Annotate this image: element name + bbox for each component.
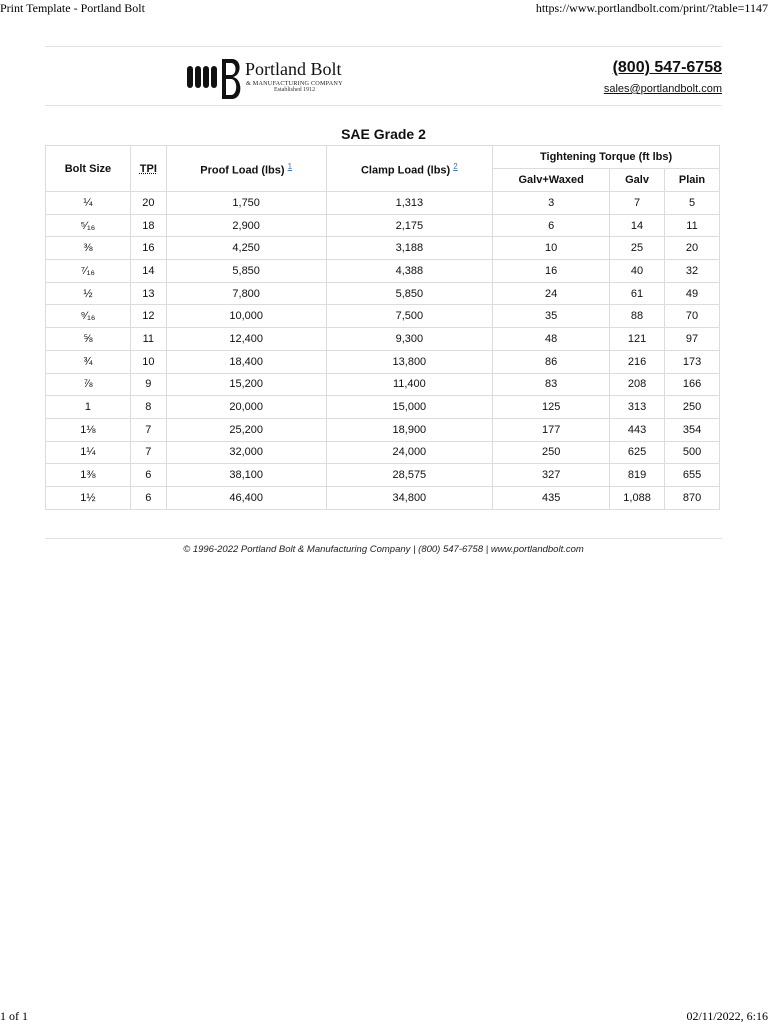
cell-plain: 354 bbox=[665, 418, 720, 441]
cell-bolt-size: ¾ bbox=[46, 350, 131, 373]
header-galv: Galv bbox=[610, 169, 665, 192]
cell-plain: 97 bbox=[665, 328, 720, 351]
cell-galv-waxed: 125 bbox=[493, 396, 610, 419]
proof-load-label: Proof Load (lbs) bbox=[200, 164, 285, 177]
cell-galv-waxed: 83 bbox=[493, 373, 610, 396]
header-divider-bottom bbox=[45, 105, 722, 106]
cell-plain: 870 bbox=[665, 486, 720, 509]
table-row bbox=[46, 418, 720, 441]
copyright-notice: © 1996-2022 Portland Bolt & Manufacturing Company | (800) 547-6758 | www.portlandbolt.com bbox=[183, 544, 584, 555]
cell-tpi: 11 bbox=[130, 328, 166, 351]
header-plain: Plain bbox=[665, 169, 720, 192]
phone-link[interactable]: (800) 547-6758 bbox=[612, 59, 722, 76]
header-proof-load bbox=[166, 146, 326, 192]
cell-galv-waxed: 177 bbox=[493, 418, 610, 441]
print-header bbox=[0, 1, 768, 17]
header-galv-waxed: Galv+Waxed bbox=[493, 169, 610, 192]
spec-table bbox=[45, 145, 720, 510]
cell-clamp-load: 18,900 bbox=[326, 418, 493, 441]
cell-galv: 443 bbox=[610, 418, 665, 441]
cell-clamp-load: 15,000 bbox=[326, 396, 493, 419]
cell-plain: 655 bbox=[665, 464, 720, 487]
cell-bolt-size: 1½ bbox=[46, 486, 131, 509]
cell-proof-load: 4,250 bbox=[166, 237, 326, 260]
bolt-logo-icon bbox=[186, 57, 244, 101]
cell-bolt-size: 1¼ bbox=[46, 441, 131, 464]
header-divider-top bbox=[45, 46, 722, 47]
tpi-abbr[interactable]: TPI bbox=[139, 162, 157, 175]
cell-proof-load: 2,900 bbox=[166, 214, 326, 237]
cell-tpi: 18 bbox=[130, 214, 166, 237]
table-row bbox=[46, 260, 720, 283]
brand-established: Established 1912 bbox=[274, 87, 316, 93]
cell-clamp-load: 1,313 bbox=[326, 192, 493, 215]
contact-block bbox=[604, 59, 722, 95]
cell-galv-waxed: 24 bbox=[493, 282, 610, 305]
clamp-load-label: Clamp Load (lbs) bbox=[360, 164, 451, 177]
brand-name: Portland Bolt bbox=[245, 59, 342, 79]
email-link[interactable]: sales@portlandbolt.com bbox=[603, 83, 722, 95]
cell-galv-waxed: 327 bbox=[493, 464, 610, 487]
cell-proof-load: 18,400 bbox=[166, 350, 326, 373]
print-footer bbox=[0, 1009, 768, 1025]
cell-plain: 49 bbox=[665, 282, 720, 305]
header-tightening-torque: Tightening Torque (ft lbs) bbox=[493, 146, 720, 169]
cell-clamp-load: 9,300 bbox=[326, 328, 493, 351]
cell-galv: 7 bbox=[610, 192, 665, 215]
cell-plain: 173 bbox=[665, 350, 720, 373]
cell-plain: 11 bbox=[665, 214, 720, 237]
cell-proof-load: 25,200 bbox=[166, 418, 326, 441]
table-row bbox=[46, 192, 720, 215]
cell-tpi: 13 bbox=[130, 282, 166, 305]
cell-galv: 625 bbox=[610, 441, 665, 464]
table-row bbox=[46, 237, 720, 260]
cell-proof-load: 12,400 bbox=[166, 328, 326, 351]
clamp-load-footnote-link[interactable]: 2 bbox=[453, 161, 458, 171]
table-row bbox=[46, 441, 720, 464]
cell-bolt-size: 1 bbox=[46, 396, 131, 419]
cell-tpi: 12 bbox=[130, 305, 166, 328]
cell-tpi: 7 bbox=[130, 441, 166, 464]
cell-galv: 14 bbox=[610, 214, 665, 237]
cell-galv: 819 bbox=[610, 464, 665, 487]
cell-galv: 216 bbox=[610, 350, 665, 373]
cell-clamp-load: 34,800 bbox=[326, 486, 493, 509]
cell-galv: 25 bbox=[610, 237, 665, 260]
cell-tpi: 10 bbox=[130, 350, 166, 373]
cell-galv-waxed: 16 bbox=[493, 260, 610, 283]
table-body bbox=[46, 192, 720, 510]
cell-tpi: 9 bbox=[130, 373, 166, 396]
table-row bbox=[46, 282, 720, 305]
cell-tpi: 7 bbox=[130, 418, 166, 441]
page-indicator: 1 of 1 bbox=[0, 1009, 28, 1023]
cell-bolt-size: ⁵⁄₁₆ bbox=[46, 214, 131, 237]
cell-tpi: 6 bbox=[130, 464, 166, 487]
cell-plain: 250 bbox=[665, 396, 720, 419]
cell-galv-waxed: 35 bbox=[493, 305, 610, 328]
table-row bbox=[46, 328, 720, 351]
cell-clamp-load: 28,575 bbox=[326, 464, 493, 487]
footer-divider bbox=[45, 538, 722, 539]
cell-proof-load: 38,100 bbox=[166, 464, 326, 487]
cell-plain: 20 bbox=[665, 237, 720, 260]
cell-galv-waxed: 10 bbox=[493, 237, 610, 260]
header-clamp-load bbox=[326, 146, 493, 192]
cell-galv: 88 bbox=[610, 305, 665, 328]
cell-galv: 61 bbox=[610, 282, 665, 305]
cell-proof-load: 20,000 bbox=[166, 396, 326, 419]
cell-bolt-size: ⅞ bbox=[46, 373, 131, 396]
cell-galv-waxed: 3 bbox=[493, 192, 610, 215]
table-row bbox=[46, 214, 720, 237]
cell-galv: 208 bbox=[610, 373, 665, 396]
table-title: SAE Grade 2 bbox=[341, 126, 426, 142]
header-tpi bbox=[130, 146, 166, 192]
cell-clamp-load: 3,188 bbox=[326, 237, 493, 260]
cell-tpi: 6 bbox=[130, 486, 166, 509]
cell-tpi: 8 bbox=[130, 396, 166, 419]
cell-clamp-load: 7,500 bbox=[326, 305, 493, 328]
cell-bolt-size: ⅜ bbox=[46, 237, 131, 260]
cell-proof-load: 7,800 bbox=[166, 282, 326, 305]
cell-plain: 500 bbox=[665, 441, 720, 464]
cell-clamp-load: 2,175 bbox=[326, 214, 493, 237]
table-row bbox=[46, 373, 720, 396]
cell-tpi: 14 bbox=[130, 260, 166, 283]
cell-clamp-load: 11,400 bbox=[326, 373, 493, 396]
cell-galv: 313 bbox=[610, 396, 665, 419]
cell-plain: 5 bbox=[665, 192, 720, 215]
page-url: https://www.portlandbolt.com/print/?table=1147 bbox=[535, 1, 768, 15]
cell-bolt-size: 1⅜ bbox=[46, 464, 131, 487]
cell-bolt-size: ⅝ bbox=[46, 328, 131, 351]
cell-galv-waxed: 6 bbox=[493, 214, 610, 237]
cell-clamp-load: 4,388 bbox=[326, 260, 493, 283]
cell-bolt-size: ⁹⁄₁₆ bbox=[46, 305, 131, 328]
table-row bbox=[46, 350, 720, 373]
cell-tpi: 16 bbox=[130, 237, 166, 260]
page-title: Print Template - Portland Bolt bbox=[0, 1, 145, 15]
proof-load-footnote-link[interactable]: 1 bbox=[287, 161, 293, 171]
cell-plain: 32 bbox=[665, 260, 720, 283]
header-bolt-size: Bolt Size bbox=[46, 146, 131, 192]
cell-proof-load: 15,200 bbox=[166, 373, 326, 396]
brand-logo[interactable] bbox=[186, 55, 386, 100]
cell-proof-load: 46,400 bbox=[166, 486, 326, 509]
cell-proof-load: 10,000 bbox=[166, 305, 326, 328]
cell-galv: 1,088 bbox=[610, 486, 665, 509]
cell-galv-waxed: 48 bbox=[493, 328, 610, 351]
table-row bbox=[46, 486, 720, 509]
cell-galv: 121 bbox=[610, 328, 665, 351]
cell-clamp-load: 5,850 bbox=[326, 282, 493, 305]
cell-plain: 166 bbox=[665, 373, 720, 396]
cell-clamp-load: 24,000 bbox=[326, 441, 493, 464]
brand-subtitle: & MANUFACTURING COMPANY bbox=[246, 80, 343, 87]
cell-galv-waxed: 435 bbox=[493, 486, 610, 509]
table-row bbox=[46, 464, 720, 487]
cell-proof-load: 32,000 bbox=[166, 441, 326, 464]
cell-bolt-size: 1⅛ bbox=[46, 418, 131, 441]
table-row bbox=[46, 396, 720, 419]
cell-clamp-load: 13,800 bbox=[326, 350, 493, 373]
cell-plain: 70 bbox=[665, 305, 720, 328]
cell-bolt-size: ⁷⁄₁₆ bbox=[46, 260, 131, 283]
cell-galv: 40 bbox=[610, 260, 665, 283]
table-row bbox=[46, 305, 720, 328]
cell-tpi: 20 bbox=[130, 192, 166, 215]
print-datetime: 02/11/2022, 6:16 bbox=[686, 1009, 768, 1023]
cell-proof-load: 1,750 bbox=[166, 192, 326, 215]
cell-bolt-size: ½ bbox=[46, 282, 131, 305]
cell-bolt-size: ¼ bbox=[46, 192, 131, 215]
cell-galv-waxed: 86 bbox=[493, 350, 610, 373]
cell-proof-load: 5,850 bbox=[166, 260, 326, 283]
cell-galv-waxed: 250 bbox=[493, 441, 610, 464]
